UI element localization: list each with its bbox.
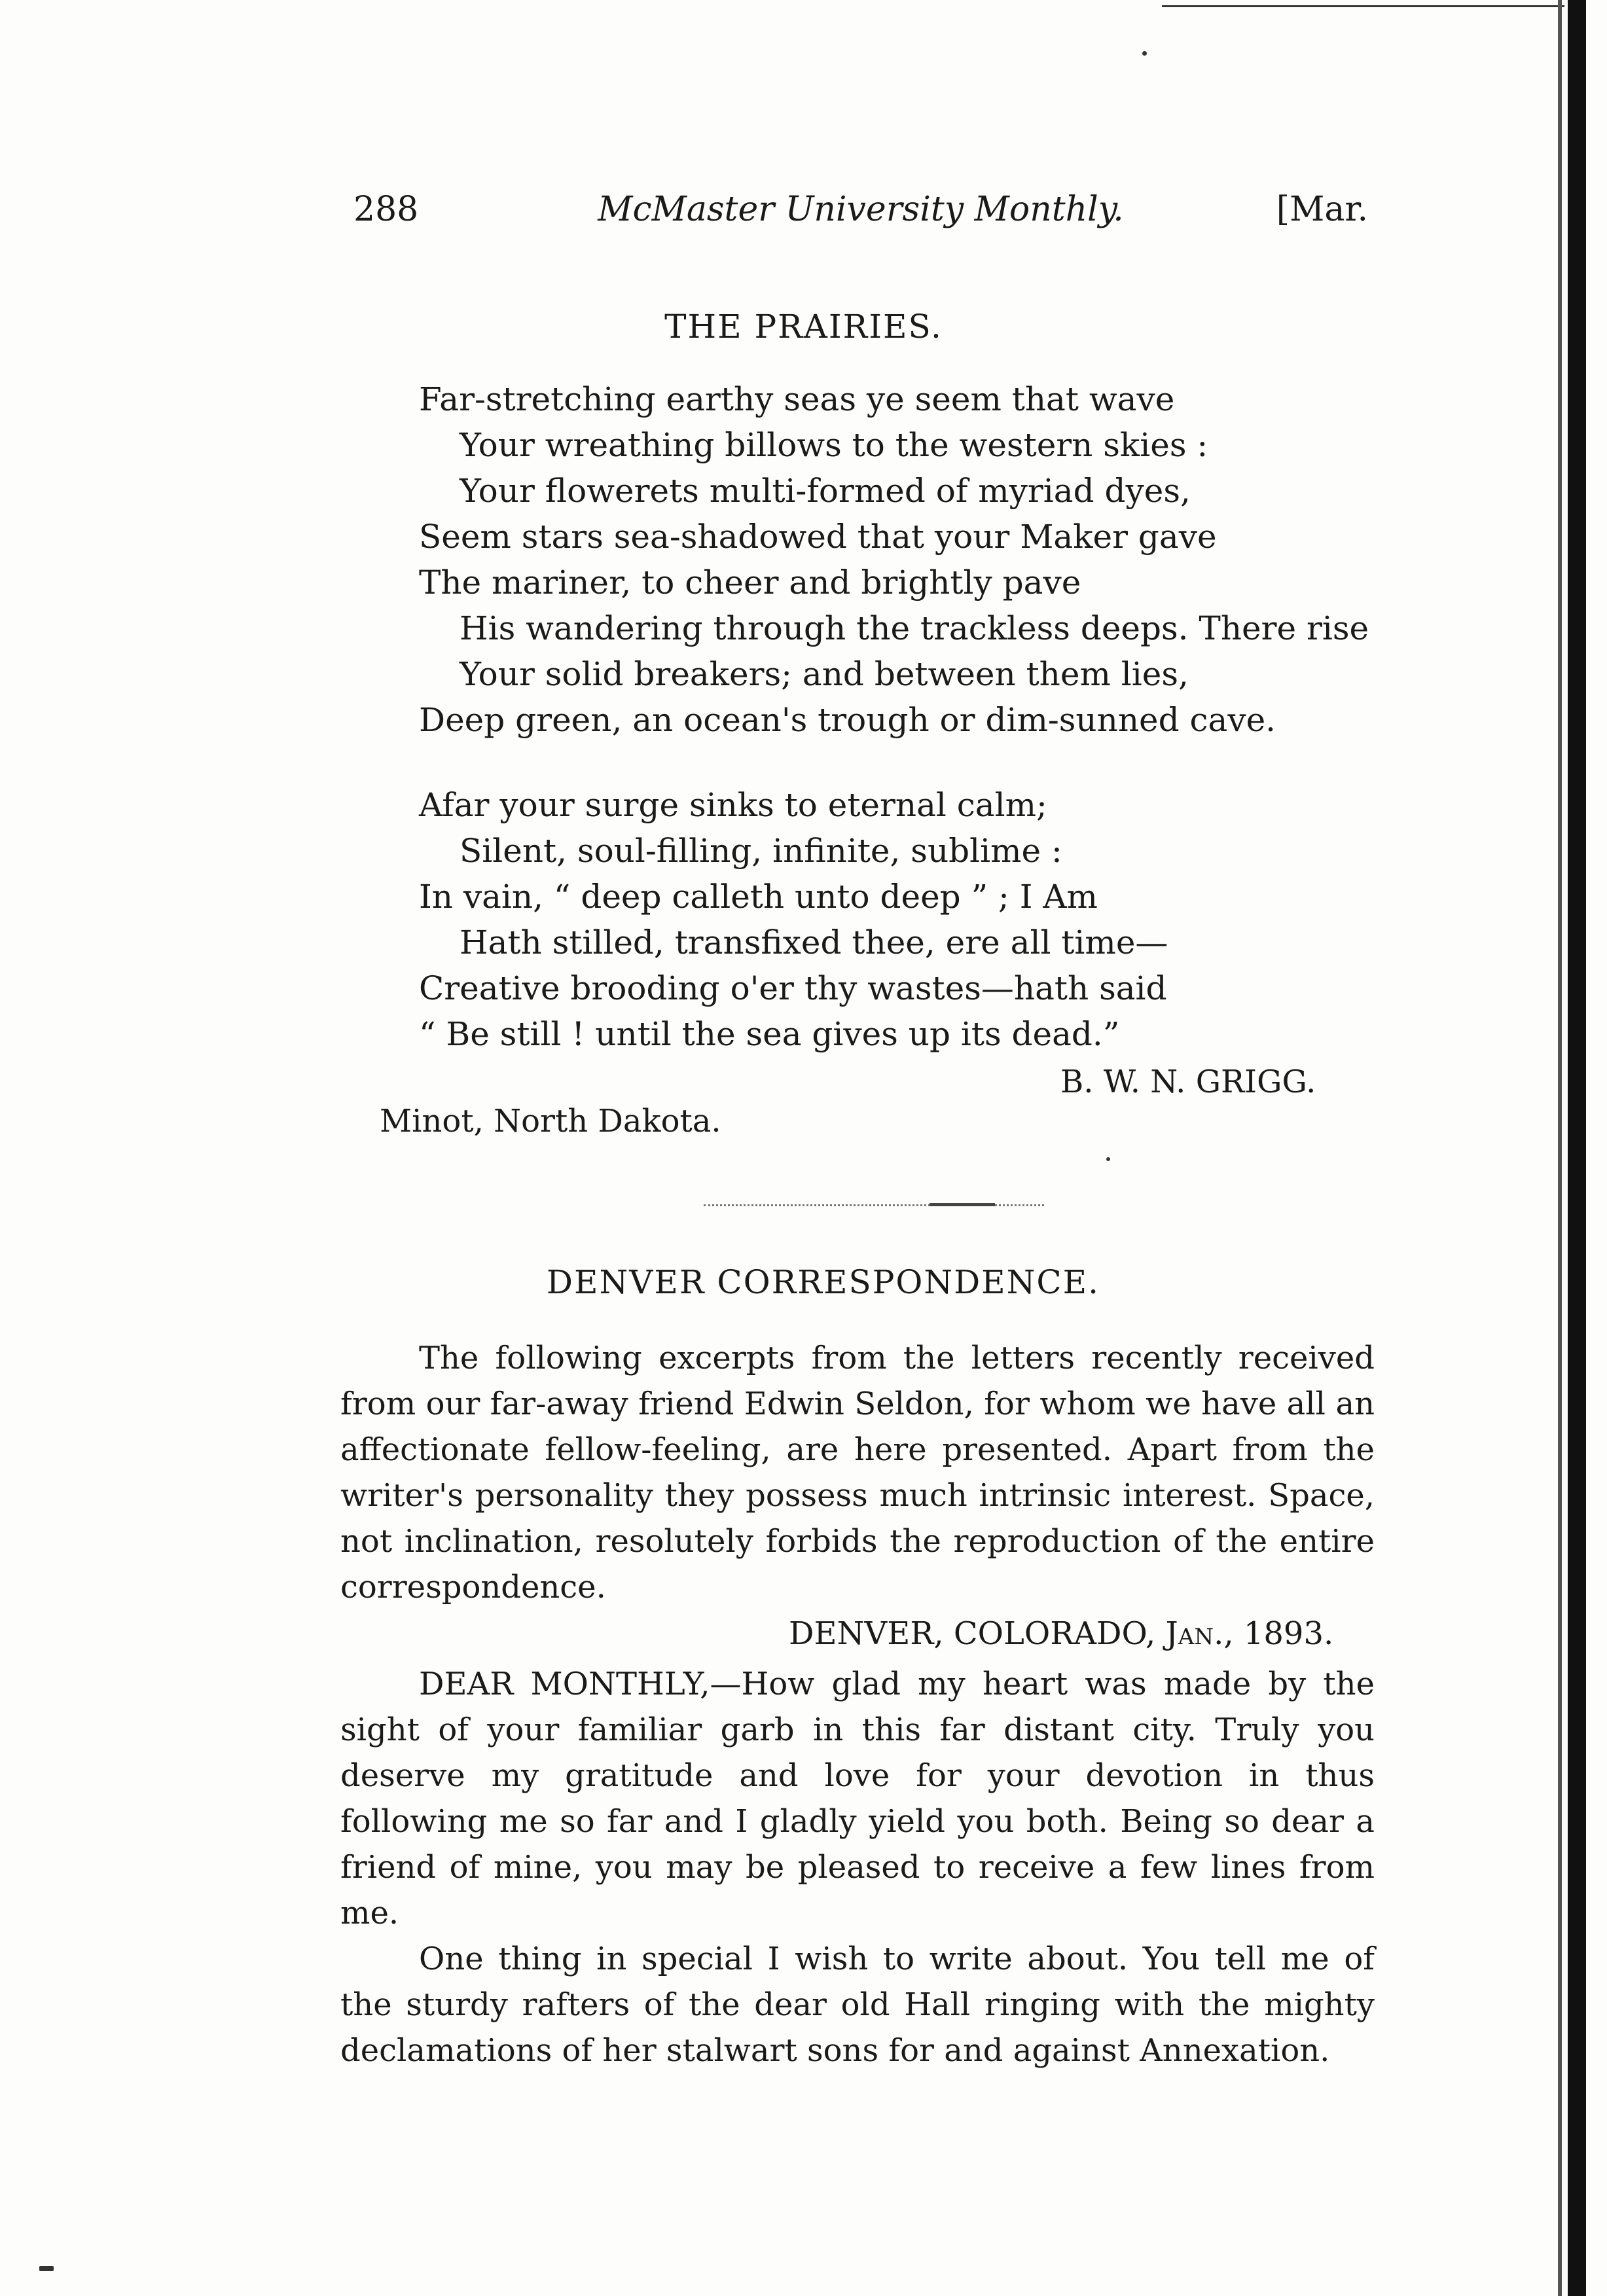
speck <box>39 2266 54 2271</box>
letter-body <box>340 1661 1375 2073</box>
intro-paragraph: The following excerpts from the letters recently received from our far-away friend Edwin Seldon, for whom we have all an affectionate fellow-feeling, are here presented. Apart from the writer's personality they possess much intrinsic interest. Space, not inclination, resolutely forbids the reproduction of the entire correspondence. <box>340 1340 1375 1605</box>
poem-line: Deep green, an ocean's trough or dim-sunned cave. <box>419 701 1276 739</box>
poem-line: His wandering through the trackless deeps. There rise <box>460 609 1369 647</box>
poem-line: Creative brooding o'er thy wastes—hath said <box>419 969 1167 1007</box>
poem-line: Far-stretching earthy seas ye seem that wave <box>419 380 1175 418</box>
poem-line: Your solid breakers; and between them lies, <box>460 655 1189 693</box>
article-intro <box>340 1335 1375 1610</box>
dateline: DENVER, COLORADO, Jan., 1893. <box>789 1615 1334 1652</box>
letter-paragraph-1 <box>340 1661 1375 1936</box>
salutation: DEAR MONTHLY, <box>419 1666 710 1702</box>
poem-line: The mariner, to cheer and brightly pave <box>419 564 1081 601</box>
poem-line: Afar your surge sinks to eternal calm; <box>419 786 1047 824</box>
issue-month: [Mar. <box>1276 190 1368 229</box>
section-separator-mark <box>930 1203 995 1206</box>
poem-line: Your flowerets multi-formed of myriad dyes, <box>460 472 1191 510</box>
article-title: DENVER CORRESPONDENCE. <box>546 1263 1100 1301</box>
poem-line: Hath stilled, transfixed thee, ere all time— <box>460 924 1168 961</box>
page-header <box>353 190 1368 242</box>
journal-title: McMaster University Monthly. <box>598 190 1124 229</box>
speck <box>1106 1157 1110 1161</box>
top-rule <box>1162 5 1564 7</box>
poem-stanza-2 <box>419 782 1168 1057</box>
poem-author: B. W. N. GRIGG. <box>1060 1064 1316 1100</box>
paragraph-text: —How glad my heart was made by the sight of your familiar garb in this far distant city. Truly you deserve my gratitude and love for your devotion in thus following me so far and I gladly yield you both. Being so dear a friend of mine, you may be pleased to receive a few lines from me. <box>340 1666 1375 1931</box>
poem-place: Minot, North Dakota. <box>380 1103 721 1139</box>
poem-title: THE PRAIRIES. <box>664 308 943 346</box>
poem-line: Your wreathing billows to the western skies : <box>460 426 1208 464</box>
poem-line: “ Be still ! until the sea gives up its dead.” <box>419 1015 1120 1053</box>
poem-line: In vain, “ deep calleth unto deep ” ; I Am <box>419 878 1098 916</box>
poem-line: Silent, soul-filling, infinite, sublime : <box>460 832 1062 870</box>
page-number: 288 <box>353 190 419 229</box>
letter-paragraph-2: One thing in special I wish to write about. You tell me of the sturdy rafters of the dear old Hall ringing with the mighty declamations of her stalwart sons for and against Annexation. <box>340 1941 1375 2069</box>
poem-stanza-1 <box>419 376 1369 743</box>
speck <box>1142 51 1147 56</box>
poem-line: Seem stars sea-shadowed that your Maker gave <box>419 518 1217 556</box>
